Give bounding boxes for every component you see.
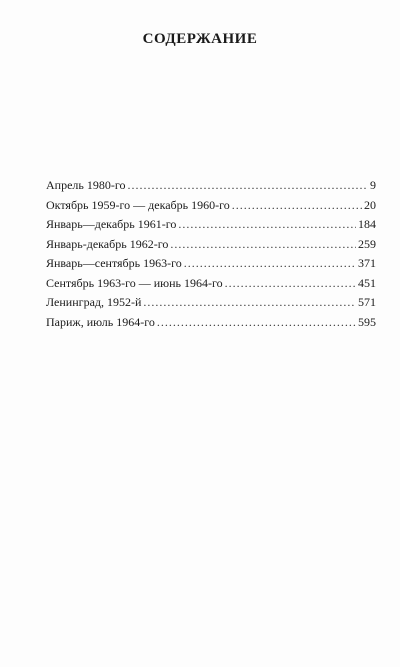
toc-entry-title: Париж, июль 1964-го (46, 314, 155, 329)
toc-entry (46, 274, 376, 294)
toc-list (46, 176, 376, 332)
toc-entry (46, 176, 376, 196)
toc-entry (46, 235, 376, 255)
toc-entry-title: Сентябрь 1963-го — июнь 1964-го (46, 275, 223, 290)
toc-dot-leader (225, 274, 356, 294)
toc-entry-title: Январь—декабрь 1961-го (46, 217, 177, 231)
toc-entry (46, 254, 376, 274)
toc-page-number: 595 (358, 314, 376, 329)
toc-dot-leader (143, 293, 356, 313)
toc-entry-title: Ленинград, 1952-й (46, 295, 142, 309)
toc-dot-leader (128, 176, 369, 196)
toc-page-number: 20 (364, 197, 376, 212)
toc-heading: СОДЕРЖАНИЕ (142, 31, 258, 47)
toc-page-number: 9 (370, 178, 376, 192)
toc-page-number: 184 (358, 217, 376, 231)
toc-entry-title: Апрель 1980-го (46, 178, 126, 192)
toc-entry (46, 293, 376, 313)
toc-dot-leader (232, 196, 362, 216)
toc-entry-title: Октябрь 1959-го — декабрь 1960-го (46, 197, 230, 212)
toc-page-number: 259 (358, 236, 376, 251)
toc-entry-title: Январь—сентябрь 1963-го (46, 256, 182, 270)
toc-dot-leader (184, 254, 356, 274)
toc-page-number: 371 (358, 256, 376, 270)
toc-dot-leader (170, 235, 356, 255)
toc-page-number: 451 (358, 275, 376, 290)
toc-dot-leader (178, 215, 356, 235)
toc-dot-leader (157, 313, 356, 333)
toc-entry (46, 215, 376, 235)
toc-entry (46, 313, 376, 333)
toc-entry (46, 196, 376, 216)
toc-page-number: 571 (358, 295, 376, 309)
toc-entry-title: Январь-декабрь 1962-го (46, 236, 169, 251)
